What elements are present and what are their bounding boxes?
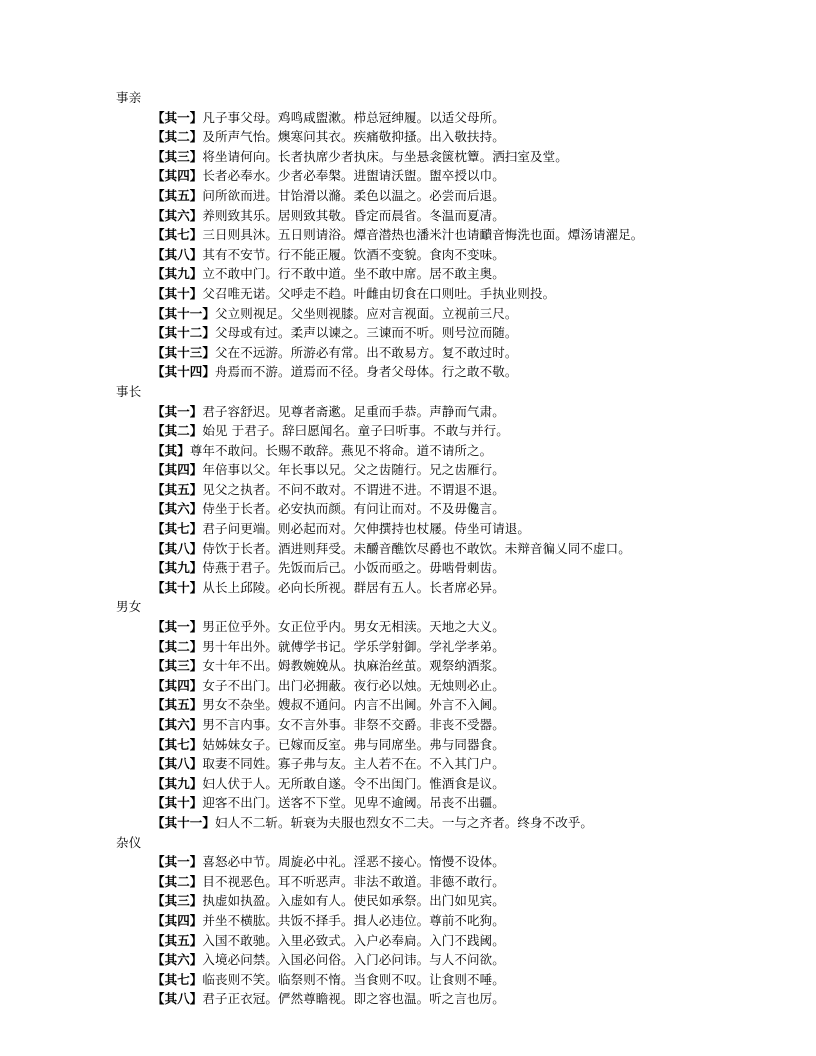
entry-text: 尊年不敢问。长赐不敢辞。燕见不将命。道不请所之。 xyxy=(189,442,493,458)
entry-text: 及所声气怡。燠寒问其衣。疾痛敬抑搔。出入敬扶持。 xyxy=(202,129,505,145)
entry-number: 【其六】 xyxy=(152,952,203,968)
entry-line xyxy=(116,754,756,774)
entry-line xyxy=(116,637,756,657)
entry-list xyxy=(116,617,756,833)
entry-text: 男十年出外。就傅学书记。学乐学射御。学礼学孝弟。 xyxy=(202,638,505,654)
entry-number: 【其四】 xyxy=(152,462,203,478)
entry-line xyxy=(116,264,756,284)
section-title: 杂仪 xyxy=(116,834,142,850)
entry-number: 【其三】 xyxy=(152,893,203,909)
entry-text: 迎客不出门。送客不下堂。见卑不逾阈。吊丧不出疆。 xyxy=(202,795,505,811)
entry-line xyxy=(116,950,756,970)
entry-line xyxy=(116,539,756,559)
entry-line xyxy=(116,872,756,892)
entry-line xyxy=(116,578,756,598)
entry-number: 【其一】 xyxy=(152,403,203,419)
entry-line xyxy=(116,931,756,951)
entry-line xyxy=(116,304,756,324)
entry-number: 【其八】 xyxy=(152,246,203,262)
entry-text: 父召唯无诺。父呼走不趋。叶雌由切食在口则吐。手执业则投。 xyxy=(202,285,556,301)
entry-line xyxy=(116,793,756,813)
entry-number: 【其十四】 xyxy=(152,364,216,380)
entry-line xyxy=(116,147,756,167)
section xyxy=(116,597,756,832)
entry-text: 喜怒必中节。周旋必中礼。淫恶不接心。惰慢不设体。 xyxy=(202,854,505,870)
entry-number: 【其】 xyxy=(152,442,190,458)
entry-text: 临丧则不笑。临祭则不惰。当食则不叹。让食则不唾。 xyxy=(202,971,505,987)
entry-line xyxy=(116,813,756,833)
entry-line xyxy=(116,225,756,245)
entry-line xyxy=(116,362,756,382)
entry-number: 【其四】 xyxy=(152,677,203,693)
entry-text: 男女不杂坐。嫂叔不通问。内言不出阃。外言不入阃。 xyxy=(202,697,505,713)
entry-text: 姑姊妹女子。已嫁而反室。弗与同席坐。弗与同器食。 xyxy=(202,736,505,752)
entry-line xyxy=(116,715,756,735)
entry-text: 女子不出门。出门必拥蔽。夜行必以烛。无烛则必止。 xyxy=(202,677,505,693)
entry-number: 【其五】 xyxy=(152,697,203,713)
entry-line xyxy=(116,970,756,990)
entry-line xyxy=(116,284,756,304)
entry-number: 【其四】 xyxy=(152,168,203,184)
entry-text: 父在不远游。所游必有常。出不敢易方。复不敢过时。 xyxy=(215,344,518,360)
entry-line xyxy=(116,735,756,755)
entry-text: 从长上邱陵。必向长所视。群居有五人。长者席必异。 xyxy=(202,579,505,595)
entry-number: 【其二】 xyxy=(152,638,203,654)
entry-line xyxy=(116,989,756,1009)
section xyxy=(116,88,756,382)
entry-line xyxy=(116,480,756,500)
entry-text: 将坐请何向。长者执席少者执床。与坐悬衾箧枕簟。洒扫室及堂。 xyxy=(202,148,568,164)
entry-text: 问所欲而进。甘饴滑以滫。柔色以温之。必尝而后退。 xyxy=(202,187,505,203)
entry-list xyxy=(116,852,756,1009)
entry-text: 侍燕于君子。先饭而后己。小饭而亟之。毋啮骨刺齿。 xyxy=(202,560,505,576)
entry-line xyxy=(116,402,756,422)
entry-number: 【其四】 xyxy=(152,912,203,928)
entry-text: 目不视恶色。耳不听恶声。非法不敢道。非德不敢行。 xyxy=(202,873,505,889)
entry-line xyxy=(116,656,756,676)
entry-list xyxy=(116,108,756,382)
entry-number: 【其十】 xyxy=(152,579,203,595)
entry-number: 【其三】 xyxy=(152,658,203,674)
entry-line xyxy=(116,108,756,128)
entry-text: 长者必奉水。少者必奉槃。进盥请沃盥。盥卒授以巾。 xyxy=(202,168,505,184)
entry-number: 【其六】 xyxy=(152,501,203,517)
entry-text: 立不敢中门。行不敢中道。坐不敢中席。居不敢主奥。 xyxy=(202,266,505,282)
entry-text: 男不言内事。女不言外事。非祭不交爵。非丧不受器。 xyxy=(202,717,505,732)
entry-number: 【其十三】 xyxy=(152,344,216,360)
entry-line xyxy=(116,166,756,186)
entry-text: 君子问更端。则必起而对。欠伸撰持也杖屦。侍坐可请退。 xyxy=(202,521,531,537)
entry-line xyxy=(116,421,756,441)
entry-line xyxy=(116,891,756,911)
entry-text: 父立则视足。父坐则视膝。应对言视面。立视前三尺。 xyxy=(215,305,518,321)
entry-line xyxy=(116,852,756,872)
entry-number: 【其八】 xyxy=(152,540,203,556)
entry-text: 君子容舒迟。见尊者斋遬。足重而手恭。声静而气肃。 xyxy=(202,403,505,419)
entry-text: 君子正衣冠。俨然尊瞻视。即之容也温。听之言也厉。 xyxy=(202,991,505,1007)
entry-text: 侍坐于长者。必安执而颜。有问让而对。不及毋儳言。 xyxy=(202,501,505,517)
entry-text: 年倍事以父。年长事以兄。父之齿随行。兄之齿雁行。 xyxy=(202,462,505,478)
entry-number: 【其五】 xyxy=(152,932,203,948)
entry-number: 【其二】 xyxy=(152,873,203,889)
entry-number: 【其二】 xyxy=(152,423,203,439)
entry-text: 其有不安节。行不能正履。饮酒不变貌。食肉不变味。 xyxy=(202,246,505,262)
section xyxy=(116,382,756,598)
entry-number: 【其一】 xyxy=(152,619,203,635)
entry-text: 男正位乎外。女正位乎内。男女无相渎。天地之大义。 xyxy=(202,619,505,635)
entry-number: 【其六】 xyxy=(152,207,203,223)
section-title: 事长 xyxy=(116,383,142,399)
entry-line xyxy=(116,695,756,715)
entry-text: 入境必问禁。入国必问俗。入门必问讳。与人不问欲。 xyxy=(202,952,505,968)
entry-number: 【其九】 xyxy=(152,775,203,791)
entry-number: 【其十一】 xyxy=(152,814,216,830)
entry-number: 【其三】 xyxy=(152,148,203,164)
entry-line xyxy=(116,343,756,363)
entry-number: 【其五】 xyxy=(152,187,203,203)
section xyxy=(116,833,756,1009)
entry-text: 见父之执者。不问不敢对。不谓进不进。不谓退不退。 xyxy=(202,481,505,497)
entry-number: 【其八】 xyxy=(152,991,203,1007)
entry-text: 女十年不出。姆教婉娩从。执麻治丝茧。观祭纳酒浆。 xyxy=(202,658,505,674)
entry-number: 【其十一】 xyxy=(152,305,216,321)
entry-line xyxy=(116,441,756,461)
entry-number: 【其十二】 xyxy=(152,325,216,341)
entry-line xyxy=(116,460,756,480)
entry-text: 父母或有过。柔声以谏之。三谏而不听。则号泣而随。 xyxy=(215,325,518,341)
entry-line xyxy=(116,774,756,794)
entry-number: 【其九】 xyxy=(152,560,203,576)
entry-text: 舟焉而不游。道焉而不径。身者父母体。行之敢不敬。 xyxy=(215,364,518,380)
entry-number: 【其七】 xyxy=(152,736,203,752)
entry-text: 侍饮于长者。酒进则拜受。未釂音醮饮尽爵也不敢饮。未辩音徧乂同不虚口。 xyxy=(202,540,631,556)
entry-text: 妇人不二斩。斩衰为夫服也烈女不二夫。一与之齐者。终身不改乎。 xyxy=(215,814,594,830)
entry-line xyxy=(116,617,756,637)
entry-number: 【其一】 xyxy=(152,854,203,870)
entry-line xyxy=(116,206,756,226)
entry-number: 【其七】 xyxy=(152,521,203,537)
entry-text: 三日则具沐。五日则请浴。燂音潜热也潘米汁也请靧音悔洗也面。燂汤请濯足。 xyxy=(202,227,644,243)
entry-text: 养则致其乐。居则致其敬。昏定而晨省。冬温而夏凊。 xyxy=(202,207,505,223)
entry-text: 并坐不横肱。共饭不择手。揖人必违位。尊前不叱狗。 xyxy=(202,912,505,928)
entry-line xyxy=(116,911,756,931)
entry-number: 【其九】 xyxy=(152,266,203,282)
entry-number: 【其八】 xyxy=(152,756,203,772)
section-title: 事亲 xyxy=(116,90,142,105)
section-title: 男女 xyxy=(116,599,142,615)
entry-list xyxy=(116,402,756,598)
entry-number: 【其十】 xyxy=(152,285,203,301)
entry-text: 取妻不同姓。寡子弗与友。主人若不在。不入其门户。 xyxy=(202,756,505,772)
entry-number: 【其五】 xyxy=(152,481,203,497)
entry-text: 妇人伏于人。无所敢自遂。令不出闺门。惟酒食是议。 xyxy=(202,775,505,791)
entry-number: 【其七】 xyxy=(152,971,203,987)
entry-number: 【其二】 xyxy=(152,129,203,145)
document-body xyxy=(116,88,756,1009)
entry-number: 【其六】 xyxy=(152,717,203,732)
entry-line xyxy=(116,499,756,519)
entry-number: 【其十】 xyxy=(152,795,203,811)
entry-line xyxy=(116,245,756,265)
entry-line xyxy=(116,519,756,539)
entry-line xyxy=(116,558,756,578)
entry-number: 【其一】 xyxy=(152,109,203,125)
entry-line xyxy=(116,323,756,343)
entry-text: 入国不敢驰。入里必致式。入户必奉扃。入门不践阈。 xyxy=(202,932,505,948)
entry-number: 【其七】 xyxy=(152,227,203,243)
entry-text: 凡子事父母。鸡鸣咸盥漱。栉总冠绅履。以适父母所。 xyxy=(202,109,505,125)
entry-line xyxy=(116,127,756,147)
entry-text: 执虚如执盈。入虚如有人。使民如承祭。出门如见宾。 xyxy=(202,893,505,909)
entry-line xyxy=(116,676,756,696)
entry-text: 始见 于君子。辞曰愿闻名。童子曰听事。不敢与并行。 xyxy=(202,423,509,439)
entry-line xyxy=(116,186,756,206)
